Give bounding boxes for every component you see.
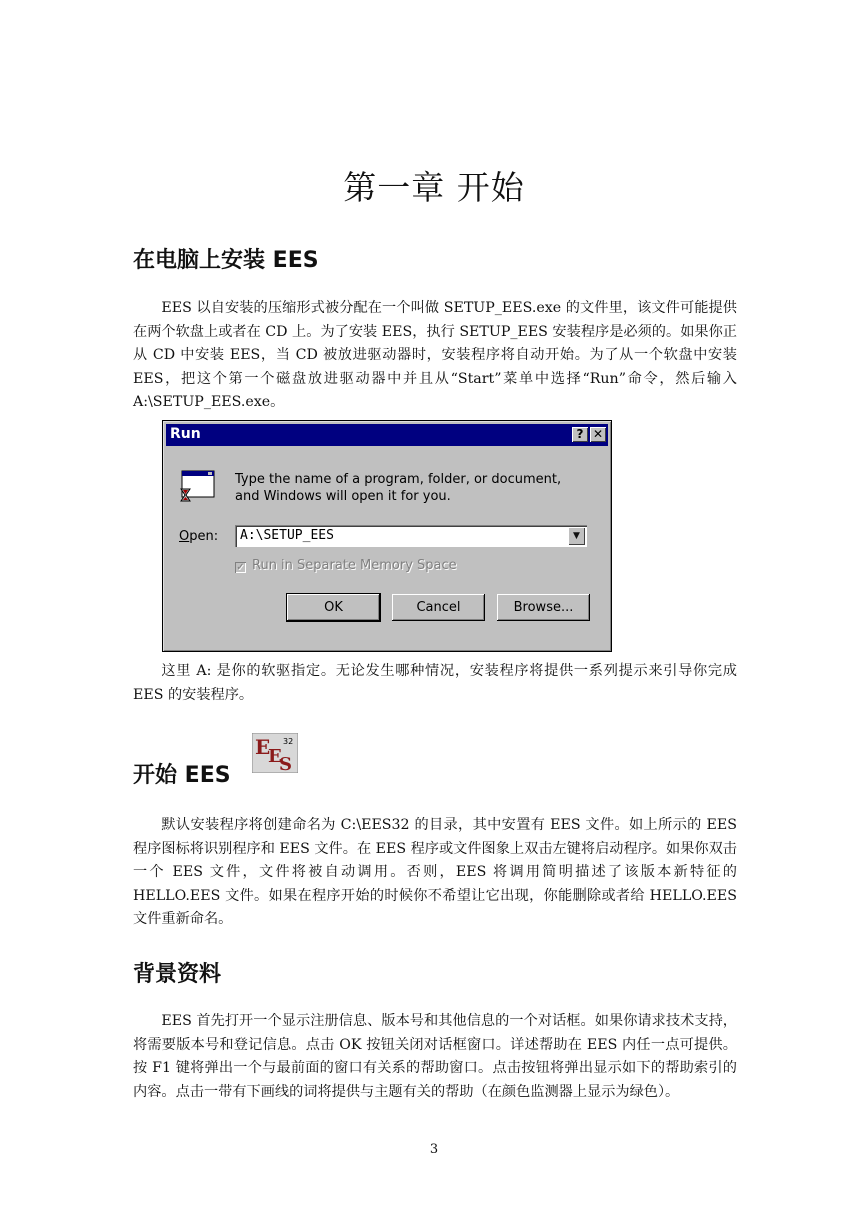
cancel-button[interactable]: Cancel: [392, 594, 485, 621]
open-combo-input[interactable]: [235, 525, 587, 547]
ees-logo-e1: E: [255, 735, 271, 759]
floppy-paragraph: 这里 A: 是你的软驱指定。无论发生哪种情况，安装程序将提供一系列提示来引导你完成 EES 的安装程序。: [133, 663, 737, 703]
open-label: [179, 529, 218, 544]
run-dialog: [162, 420, 612, 652]
ees-logo-e2: E: [268, 746, 282, 767]
help-button[interactable]: ?: [572, 427, 588, 442]
run-dialog-titlebar: [166, 424, 608, 446]
separate-memory-checkbox[interactable]: [235, 558, 457, 573]
ees-logo-s: S: [279, 754, 292, 773]
ok-button[interactable]: OK: [287, 594, 380, 621]
run-dialog-title: Run: [170, 426, 201, 442]
dropdown-arrow-icon[interactable]: ▼: [568, 527, 585, 545]
checkbox-check-icon: ✓: [236, 562, 245, 573]
chapter-title: 第一章 开始: [343, 168, 525, 207]
ees-logo-version: 32: [283, 737, 294, 746]
browse-button[interactable]: Browse...: [497, 594, 590, 621]
close-button[interactable]: ✕: [590, 427, 606, 442]
open-input-value: A:\SETUP_EES: [240, 528, 334, 543]
background-paragraph: EES 首先打开一个显示注册信息、版本号和其他信息的一个对话框。如果你请求技术支持，将需要版本号和登记信息。点击 OK 按钮关闭对话框窗口。详述帮助在 EES 内任一点可提供。按 F1 键将弹出一个与最前面的窗口有关系的帮助窗口。点击按钮将弹出显示如下的帮助索引的内容。点击一带有下画线的词将提供与主题有关的帮助（在颜色监测器上显示为绿色）。: [133, 1013, 737, 1100]
start-paragraph: 默认安装程序将创建命名为 C:\EES32 的目录，其中安置有 EES 文件。如上所示的 EES 程序图标将识别程序和 EES 文件。在 EES 程序或文件图象上双击左键将启动程序。如果你双击一个 EES 文件，文件将被自动调用。否则，EES 将调用简明描述了该版本新特征的 HELLO.EES 文件。如果在程序开始的时候你不希望让它出现，你能删除或者给 HELLO.EES 文件重新命名。: [133, 817, 737, 927]
ees-logo: [252, 733, 298, 773]
checkbox-label: Run in Separate Memory Space: [252, 558, 457, 573]
run-program-icon: [178, 469, 218, 509]
section-heading-background: 背景资料: [133, 962, 222, 987]
page-number: 3: [429, 1142, 439, 1157]
open-label-accelerator: O: [179, 529, 190, 544]
open-label-text: pen:: [189, 529, 219, 544]
run-prompt-text: Type the name of a program, folder, or document, and Windows will open it for you.: [235, 472, 562, 504]
install-paragraph: EES 以自安装的压缩形式被分配在一个叫做 SETUP_EES.exe 的文件里，该文件可能提供在两个软盘上或者在 CD 上。为了安装 EES，执行 SETUP_EES 安装程序是必须的。如果你正从 CD 中安装 EES，当 CD 被放进驱动器时，安装程序将自动开始。为了从一个软盘中安装 EES，把这个第一个磁盘放进驱动器中并且从“Start”菜单中选择“Run”命令，然后输入 A:\SETUP_EES.exe。: [133, 300, 737, 410]
section-heading-install: 在电脑上安装 EES: [133, 248, 319, 273]
section-heading-start: 开始 EES: [133, 763, 231, 788]
